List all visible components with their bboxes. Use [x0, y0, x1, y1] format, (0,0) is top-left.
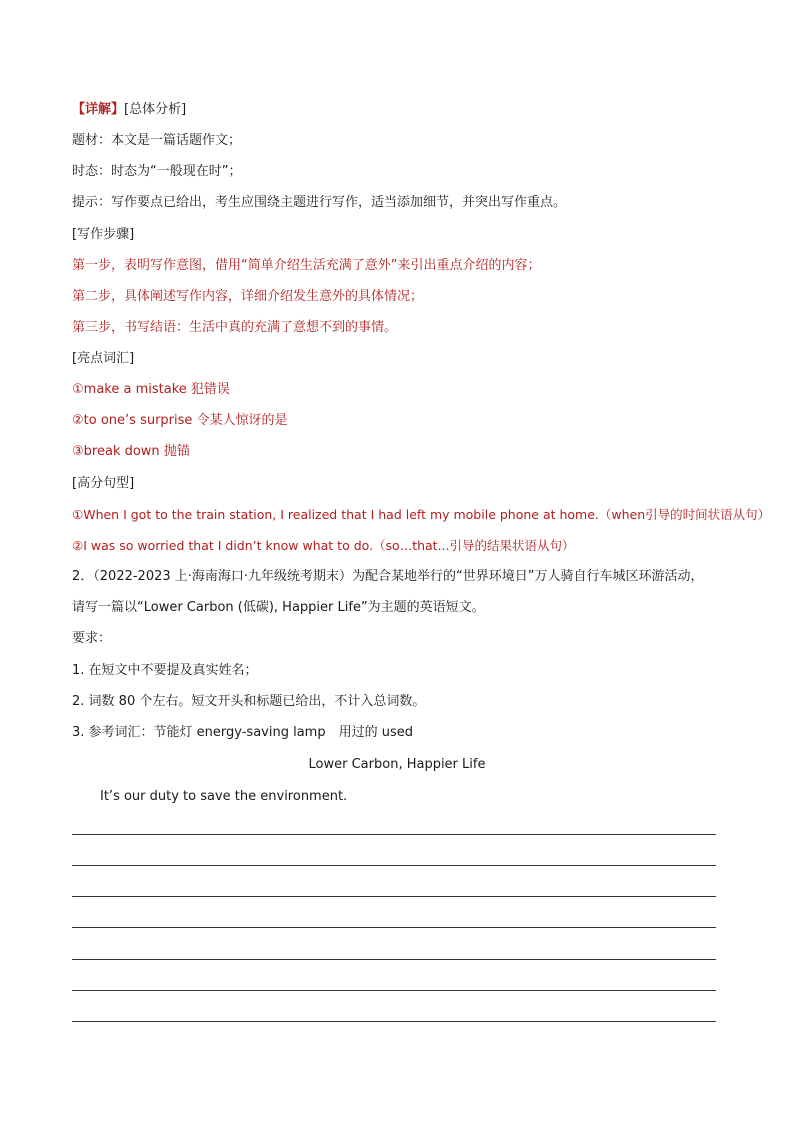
vocab-heading: [亮点词汇]	[72, 351, 135, 366]
requirement-item: 2. 词数 80 个左右。短文开头和标题已给出，不计入总词数。	[72, 694, 426, 709]
steps-heading: [写作步骤]	[72, 227, 135, 242]
step-item: 第三步，书写结语：生活中真的充满了意想不到的事情。	[72, 320, 398, 335]
step-item: 第一步，表明写作意图，借用“简单介绍生活充满了意外”来引出重点介绍的内容；	[72, 258, 541, 273]
writing-line	[72, 959, 716, 960]
analysis-heading: [总体分析]	[124, 102, 187, 117]
requirement-item: 1. 在短文中不要提及真实姓名；	[72, 663, 258, 678]
vocab-item: ②to one’s surprise 令某人惊讶的是	[72, 413, 288, 428]
writing-line	[72, 834, 716, 835]
sentence-item: ②I was so worried that I didn’t know what to do.（so…that...引导的结果状语从句）	[72, 538, 575, 553]
writing-line	[72, 896, 716, 897]
writing-line	[72, 990, 716, 991]
vocab-item: ③break down 抛锚	[72, 444, 190, 459]
step-item: 第二步，具体阐述写作内容，详细介绍发生意外的具体情况；	[72, 289, 424, 304]
vocab-item: ①make a mistake 犯错误	[72, 382, 230, 397]
topic-line: 题材：本文是一篇话题作文；	[72, 133, 242, 148]
question-line-2: 请写一篇以“Lower Carbon (低碳), Happier Life”为主题的英语短文。	[72, 600, 485, 615]
writing-line	[72, 1021, 716, 1022]
writing-line	[72, 865, 716, 866]
analysis-heading-line	[72, 100, 734, 120]
essay-title: Lower Carbon, Happier Life	[308, 757, 486, 772]
detail-label: 【详解】	[72, 102, 125, 117]
tense-line: 时态：时态为“一般现在时”；	[72, 164, 242, 179]
tip-line: 提示：写作要点已给出，考生应围绕主题进行写作，适当添加细节，并突出写作重点。	[72, 195, 567, 210]
writing-line	[72, 927, 716, 928]
requirements-heading: 要求：	[72, 631, 112, 646]
question-line-1: 2．（2022-2023 上·海南海口·九年级统考期末）为配合某地举行的“世界环境日”万人骑自行车城区环游活动，	[72, 569, 704, 584]
essay-opening: It’s our duty to save the environment.	[100, 789, 348, 804]
sentences-heading: [高分句型]	[72, 476, 135, 491]
requirement-item: 3. 参考词汇：节能灯 energy-saving lamp 用过的 used	[72, 725, 413, 740]
sentence-item: ①When I got to the train station, I realized that I had left my mobile phone at home.（when引导的时间状语从句）	[72, 507, 771, 522]
